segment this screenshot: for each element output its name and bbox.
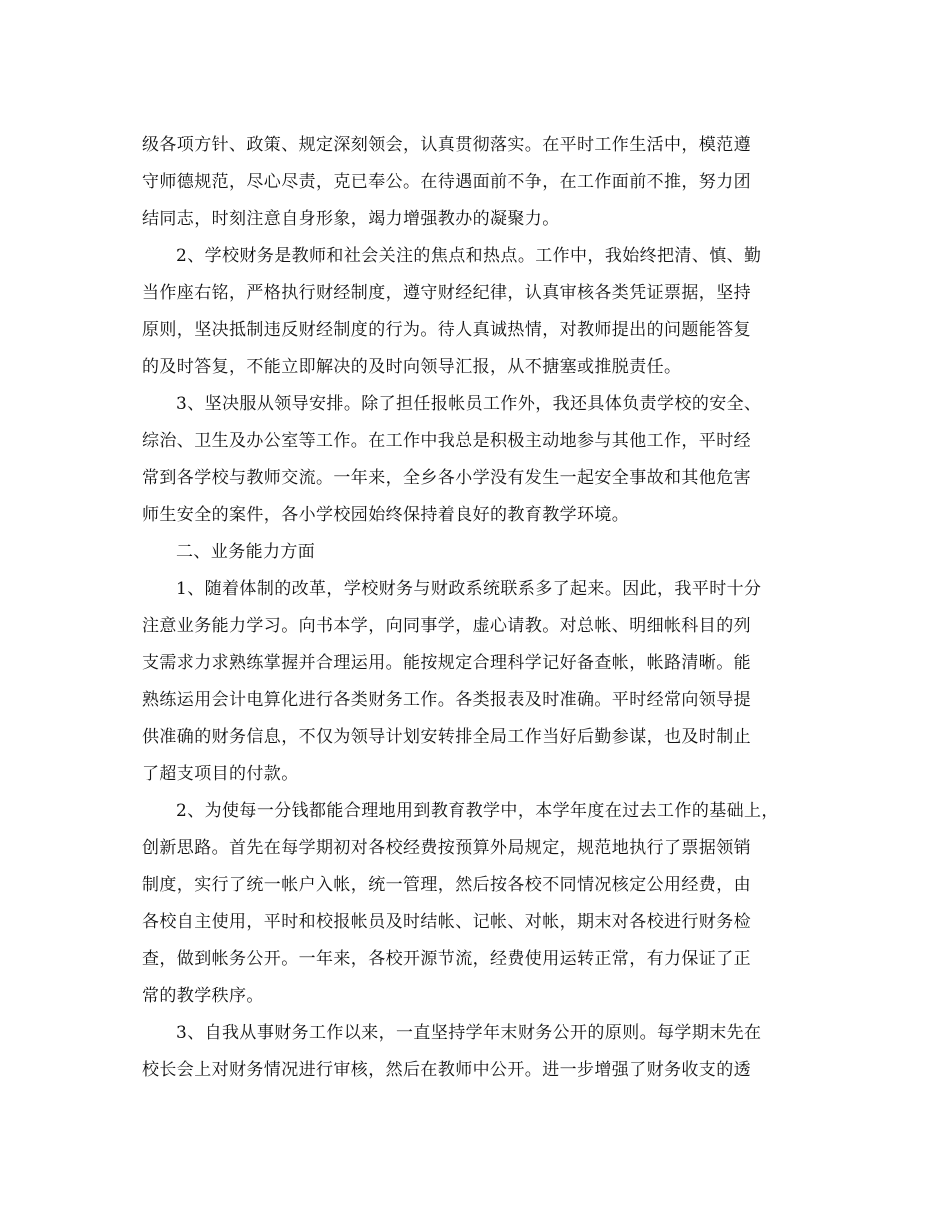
text-line: 结同志，时刻注意自身形象，竭力增强教办的凝聚力。	[142, 209, 560, 229]
text-line: 制度，实行了统一帐户入帐，统一管理，然后按各校不同情况核定公用经费，由	[142, 875, 751, 895]
text-line: 支需求力求熟练掌握并合理运用。能按规定合理科学记好备查帐，帐路清晰。能	[142, 653, 751, 673]
text-line: 当作座右铭，严格执行财经制度，遵守财经纪律，认真审核各类凭证票据，坚持	[142, 283, 751, 303]
text-line: 守师德规范，尽心尽责，克已奉公。在待遇面前不争，在工作面前不推，努力团	[142, 172, 751, 192]
section-heading: 二、业务能力方面	[176, 542, 316, 562]
text-line: 各校自主使用，平时和校报帐员及时结帐、记帐、对帐，期末对各校进行财务检	[142, 912, 751, 932]
text-line: 常到各学校与教师交流。一年来，全乡各小学没有发生一起安全事故和其他危害	[142, 468, 751, 488]
text-line: 校长会上对财务情况进行审核，然后在教师中公开。进一步增强了财务收支的透	[142, 1060, 751, 1080]
text-line: 了超支项目的付款。	[142, 764, 299, 784]
text-line: 1、随着体制的改革，学校财务与财政系统联系多了起来。因此，我平时十分	[176, 579, 762, 599]
text-line: 综治、卫生及办公室等工作。在工作中我总是积极主动地参与其他工作，平时经	[142, 431, 751, 451]
text-line: 级各项方针、政策、规定深刻领会，认真贯彻落实。在平时工作生活中，模范遵	[142, 135, 751, 155]
text-line: 熟练运用会计电算化进行各类财务工作。各类报表及时准确。平时经常向领导提	[142, 690, 751, 710]
text-line: 3、坚决服从领导安排。除了担任报帐员工作外，我还具体负责学校的安全、	[176, 394, 762, 414]
text-line: 创新思路。首先在每学期初对各校经费按预算外局规定，规范地执行了票据领销	[142, 838, 751, 858]
text-line: 师生安全的案件，各小学校园始终保持着良好的教育教学环境。	[142, 505, 630, 525]
text-line: 查，做到帐务公开。一年来，各校开源节流，经费使用运转正常，有力保证了正	[142, 949, 751, 969]
text-line: 供准确的财务信息，不仅为领导计划安转排全局工作当好后勤参谋，也及时制止	[142, 727, 751, 747]
text-line: 常的教学秩序。	[142, 986, 264, 1006]
text-line: 2、学校财务是教师和社会关注的焦点和热点。工作中，我始终把清、慎、勤	[176, 246, 762, 266]
text-line: 的及时答复，不能立即解决的及时向领导汇报，从不搪塞或推脱责任。	[142, 357, 682, 377]
text-line: 注意业务能力学习。向书本学，向同事学，虚心请教。对总帐、明细帐科目的列	[142, 616, 751, 636]
text-line: 3、自我从事财务工作以来，一直坚持学年末财务公开的原则。每学期末先在	[176, 1023, 762, 1043]
text-line: 2、为使每一分钱都能合理地用到教育教学中，本学年度在过去工作的基础上，	[176, 801, 779, 821]
text-line: 原则，坚决抵制违反财经制度的行为。待人真诚热情，对教师提出的问题能答复	[142, 320, 751, 340]
